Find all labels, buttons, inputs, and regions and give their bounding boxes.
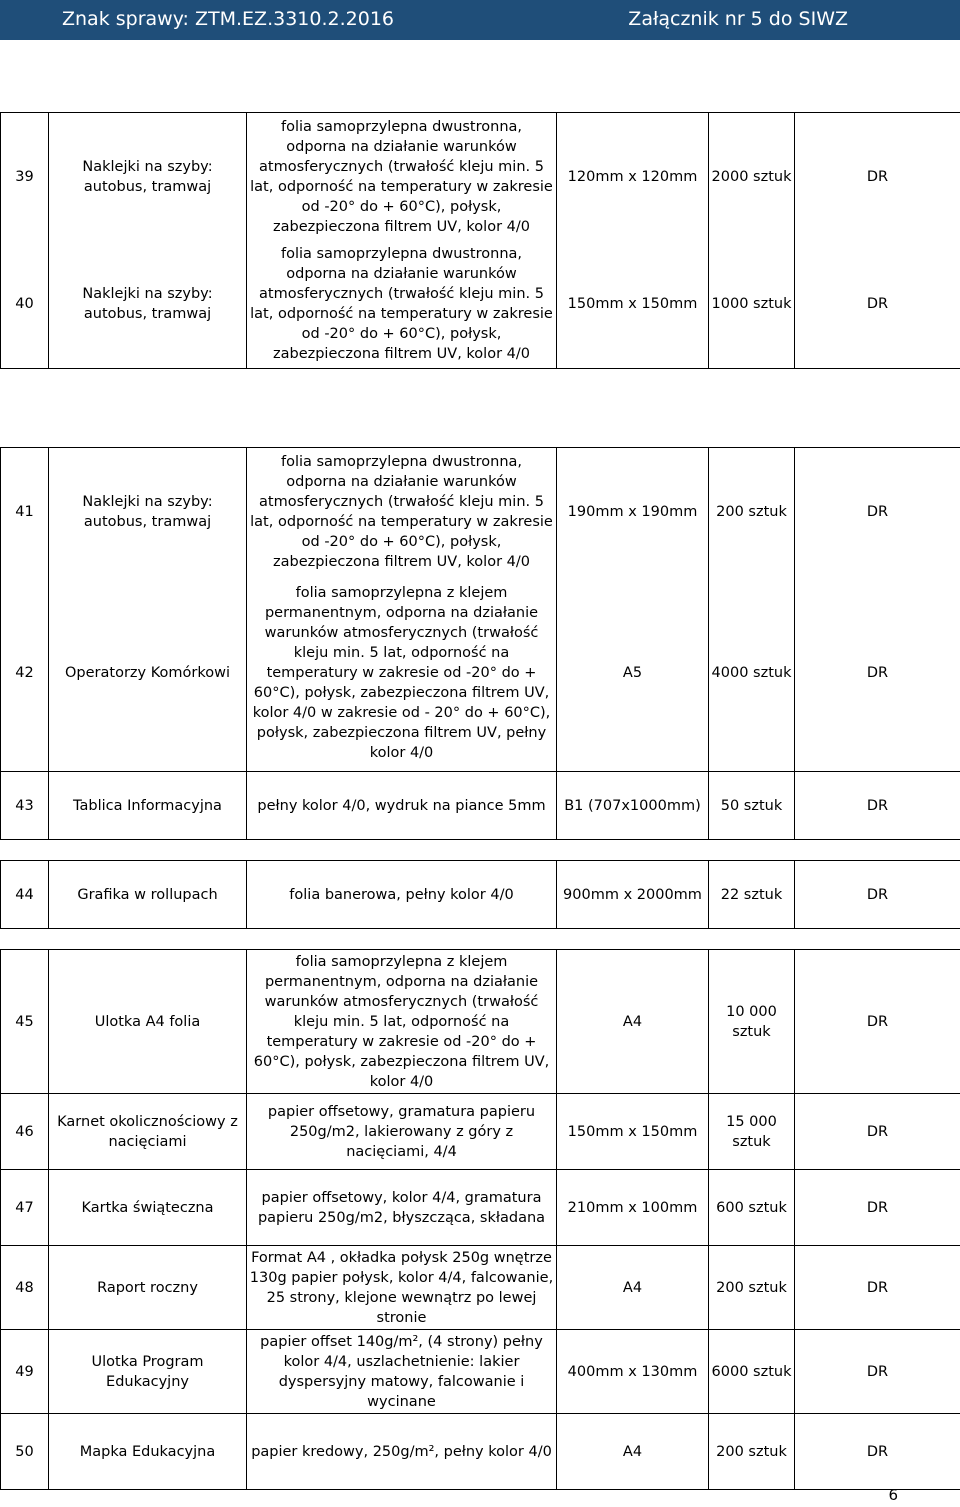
item-quantity: 2000 sztuk bbox=[709, 113, 795, 241]
table-row bbox=[1, 1170, 960, 1246]
item-size: A4 bbox=[557, 1246, 709, 1330]
item-name: Naklejki na szyby: autobus, tramwaj bbox=[49, 448, 247, 576]
item-location: DR bbox=[795, 772, 960, 840]
item-name: Operatorzy Komórkowi bbox=[49, 576, 247, 772]
row-number: 42 bbox=[1, 576, 49, 772]
item-location: DR bbox=[795, 861, 960, 929]
table-row bbox=[1, 448, 960, 576]
row-number: 48 bbox=[1, 1246, 49, 1330]
specification-table bbox=[0, 112, 960, 1490]
item-name: Ulotka A4 folia bbox=[49, 950, 247, 1094]
item-name: Tablica Informacyjna bbox=[49, 772, 247, 840]
item-size: 120mm x 120mm bbox=[557, 113, 709, 241]
item-name: Naklejki na szyby: autobus, tramwaj bbox=[49, 113, 247, 241]
item-description: papier kredowy, 250g/m², pełny kolor 4/0 bbox=[247, 1414, 557, 1490]
table-row bbox=[1, 576, 960, 772]
table-row bbox=[1, 1246, 960, 1330]
item-quantity: 200 sztuk bbox=[709, 448, 795, 576]
item-location: DR bbox=[795, 241, 960, 369]
item-size: A5 bbox=[557, 576, 709, 772]
table-row bbox=[1, 1330, 960, 1414]
case-number: Znak sprawy: ZTM.EZ.3310.2.2016 bbox=[62, 8, 394, 30]
item-size: 400mm x 130mm bbox=[557, 1330, 709, 1414]
attachment-label: Załącznik nr 5 do SIWZ bbox=[628, 8, 848, 30]
item-size: B1 (707x1000mm) bbox=[557, 772, 709, 840]
item-description: folia samoprzylepna dwustronna, odporna na działanie warunków atmosferycznych (trwałość kleju min. 5 lat, odporność na temperatury w zakresie od -20° do + 60°C), połysk, zabezpieczona filtrem UV, kolor 4/0 bbox=[247, 241, 557, 369]
item-size: 150mm x 150mm bbox=[557, 1094, 709, 1170]
item-quantity: 10 000 sztuk bbox=[709, 950, 795, 1094]
item-name: Kartka świąteczna bbox=[49, 1170, 247, 1246]
item-description: folia samoprzylepna z klejem permanentnym, odporna na działanie warunków atmosferycznych (trwałość kleju min. 5 lat, odporność na temperatury w zakresie od -20° do + 60°C), połysk, zabezpieczona filtrem UV, kolor 4/0 bbox=[247, 950, 557, 1094]
item-name: Mapka Edukacyjna bbox=[49, 1414, 247, 1490]
table-row bbox=[1, 113, 960, 241]
item-name: Raport roczny bbox=[49, 1246, 247, 1330]
item-location: DR bbox=[795, 1246, 960, 1330]
row-number: 49 bbox=[1, 1330, 49, 1414]
table-row bbox=[1, 1094, 960, 1170]
table-row bbox=[1, 241, 960, 369]
item-quantity: 4000 sztuk bbox=[709, 576, 795, 772]
row-number: 46 bbox=[1, 1094, 49, 1170]
item-size: 210mm x 100mm bbox=[557, 1170, 709, 1246]
item-description: papier offset 140g/m², (4 strony) pełny kolor 4/4, uszlachetnienie: lakier dyspersyjny matowy, falcowanie i wycinane bbox=[247, 1330, 557, 1414]
page-number: 6 bbox=[888, 1486, 898, 1504]
item-description: folia banerowa, pełny kolor 4/0 bbox=[247, 861, 557, 929]
item-location: DR bbox=[795, 1170, 960, 1246]
item-size: 900mm x 2000mm bbox=[557, 861, 709, 929]
table-row bbox=[1, 861, 960, 929]
item-quantity: 1000 sztuk bbox=[709, 241, 795, 369]
item-location: DR bbox=[795, 1094, 960, 1170]
row-number: 39 bbox=[1, 113, 49, 241]
item-quantity: 200 sztuk bbox=[709, 1414, 795, 1490]
item-name: Naklejki na szyby: autobus, tramwaj bbox=[49, 241, 247, 369]
row-number: 43 bbox=[1, 772, 49, 840]
document-header bbox=[0, 0, 960, 40]
item-quantity: 6000 sztuk bbox=[709, 1330, 795, 1414]
item-size: 190mm x 190mm bbox=[557, 448, 709, 576]
item-quantity: 22 sztuk bbox=[709, 861, 795, 929]
row-number: 50 bbox=[1, 1414, 49, 1490]
item-size: A4 bbox=[557, 1414, 709, 1490]
item-size: 150mm x 150mm bbox=[557, 241, 709, 369]
table-row bbox=[1, 950, 960, 1094]
row-number: 45 bbox=[1, 950, 49, 1094]
item-description: Format A4 , okładka połysk 250g wnętrze 130g papier połysk, kolor 4/4, falcowanie, 25 strony, klejone wewnątrz po lewej stronie bbox=[247, 1246, 557, 1330]
item-description: folia samoprzylepna dwustronna, odporna na działanie warunków atmosferycznych (trwałość kleju min. 5 lat, odporność na temperatury w zakresie od -20° do + 60°C), połysk, zabezpieczona filtrem UV, kolor 4/0 bbox=[247, 113, 557, 241]
item-description: papier offsetowy, kolor 4/4, gramatura papieru 250g/m2, błyszcząca, składana bbox=[247, 1170, 557, 1246]
item-quantity: 200 sztuk bbox=[709, 1246, 795, 1330]
item-quantity: 600 sztuk bbox=[709, 1170, 795, 1246]
item-location: DR bbox=[795, 1330, 960, 1414]
item-name: Ulotka Program Edukacyjny bbox=[49, 1330, 247, 1414]
item-name: Karnet okolicznościowy z nacięciami bbox=[49, 1094, 247, 1170]
table-row bbox=[1, 772, 960, 840]
item-quantity: 50 sztuk bbox=[709, 772, 795, 840]
item-location: DR bbox=[795, 113, 960, 241]
item-location: DR bbox=[795, 448, 960, 576]
row-number: 41 bbox=[1, 448, 49, 576]
item-name: Grafika w rollupach bbox=[49, 861, 247, 929]
item-location: DR bbox=[795, 950, 960, 1094]
row-number: 47 bbox=[1, 1170, 49, 1246]
item-description: folia samoprzylepna z klejem permanentnym, odporna na działanie warunków atmosferycznych (trwałość kleju min. 5 lat, odporność na temperatury w zakresie od -20° do + 60°C), połysk, zabezpieczona filtrem UV, kolor 4/0 w zakresie od - 20° do + 60°C), połysk, zabezpieczona filtrem UV, pełny kolor 4/0 bbox=[247, 576, 557, 772]
item-quantity: 15 000 sztuk bbox=[709, 1094, 795, 1170]
item-location: DR bbox=[795, 576, 960, 772]
item-location: DR bbox=[795, 1414, 960, 1490]
item-description: pełny kolor 4/0, wydruk na piance 5mm bbox=[247, 772, 557, 840]
row-number: 44 bbox=[1, 861, 49, 929]
item-size: A4 bbox=[557, 950, 709, 1094]
row-number: 40 bbox=[1, 241, 49, 369]
table-row bbox=[1, 1414, 960, 1490]
item-description: folia samoprzylepna dwustronna, odporna na działanie warunków atmosferycznych (trwałość kleju min. 5 lat, odporność na temperatury w zakresie od -20° do + 60°C), połysk, zabezpieczona filtrem UV, kolor 4/0 bbox=[247, 448, 557, 576]
item-description: papier offsetowy, gramatura papieru 250g/m2, lakierowany z góry z nacięciami, 4/4 bbox=[247, 1094, 557, 1170]
